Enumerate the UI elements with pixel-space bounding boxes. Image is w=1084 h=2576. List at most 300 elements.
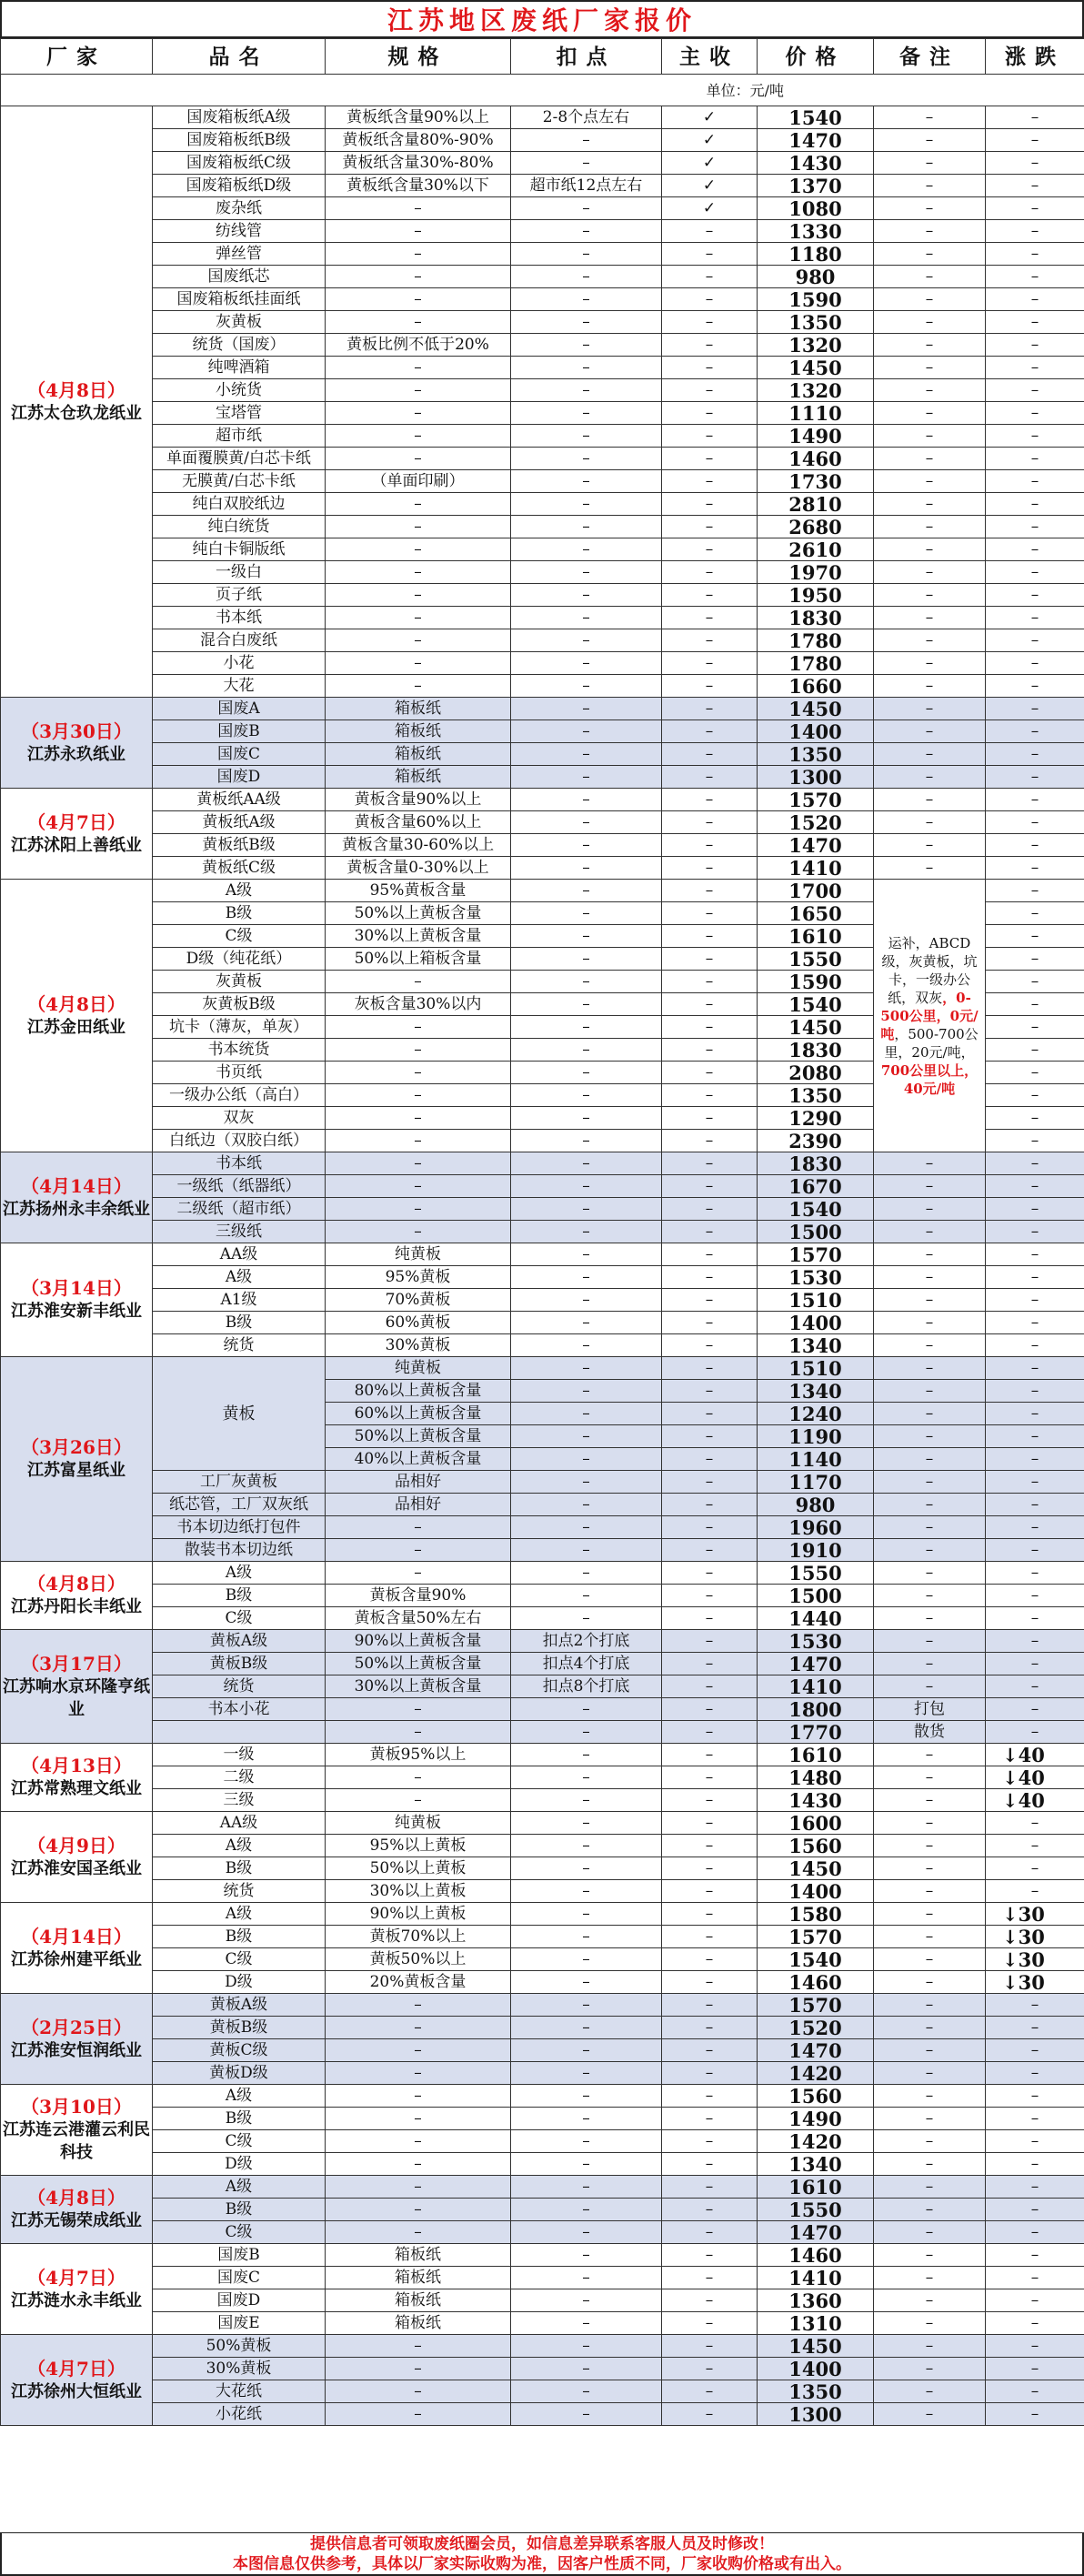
remark-cell: – xyxy=(874,243,986,266)
deduction-cell: – xyxy=(511,1130,662,1152)
factory-cell xyxy=(1,1357,153,1562)
table-row xyxy=(1,2085,1084,2108)
table-row xyxy=(1,2062,1084,2085)
main-buy-cell: – xyxy=(662,2017,758,2039)
factory-date: （4月7日） xyxy=(27,810,125,833)
table-row xyxy=(1,402,1084,425)
main-buy-cell: – xyxy=(662,1380,758,1403)
main-buy-cell: – xyxy=(662,1312,758,1334)
price-cell: 1540 xyxy=(758,1198,874,1221)
price-cell: 2390 xyxy=(758,1130,874,1152)
table-row xyxy=(1,857,1084,880)
spec-cell: – xyxy=(326,243,511,266)
change-cell: – xyxy=(986,1812,1084,1835)
deduction-cell: – xyxy=(511,1448,662,1471)
remark-cell: – xyxy=(874,1903,986,1926)
product-cell: 一级纸（纸器纸） xyxy=(153,1175,326,1198)
factory-name: 江苏响水京环隆亨纸业 xyxy=(3,1676,150,1719)
change-cell: – xyxy=(986,1403,1084,1425)
remark-cell: – xyxy=(874,2244,986,2267)
product-cell: 国废B xyxy=(153,720,326,743)
change-cell: – xyxy=(986,857,1084,880)
product-cell: A1级 xyxy=(153,1289,326,1312)
price-cell: 1450 xyxy=(758,1016,874,1039)
main-buy-cell: – xyxy=(662,493,758,516)
price-cell: 1300 xyxy=(758,766,874,789)
price-cell: 1330 xyxy=(758,220,874,243)
product-cell: 废杂纸 xyxy=(153,197,326,220)
main-buy-cell: – xyxy=(662,538,758,561)
footer-line-1: 提供信息者可领取废纸圈会员，如信息差异联系客服人员及时修改！ xyxy=(310,2534,774,2553)
spec-cell: 黄板含量30-60%以上 xyxy=(326,834,511,857)
remark-cell: – xyxy=(874,2017,986,2039)
remark-cell: – xyxy=(874,1198,986,1221)
remark-cell: – xyxy=(874,2108,986,2130)
table-row xyxy=(1,129,1084,152)
spec-cell: 90%以上黄板含量 xyxy=(326,1630,511,1653)
product-cell: 纸芯管，工厂双灰纸 xyxy=(153,1494,326,1516)
table-row xyxy=(1,470,1084,493)
table-row xyxy=(1,197,1084,220)
product-cell: 书本统货 xyxy=(153,1039,326,1062)
factory-date: （4月8日） xyxy=(27,992,125,1015)
main-buy-cell: – xyxy=(662,1607,758,1630)
main-buy-cell: – xyxy=(662,607,758,629)
product-cell: 双灰 xyxy=(153,1107,326,1130)
table-row xyxy=(1,1289,1084,1312)
table-row xyxy=(1,516,1084,538)
product-cell: 国废箱板纸A级 xyxy=(153,106,326,129)
main-buy-cell: – xyxy=(662,1585,758,1607)
deduction-cell: – xyxy=(511,266,662,288)
change-cell: – xyxy=(986,1084,1084,1107)
spec-cell: – xyxy=(326,2062,511,2085)
main-buy-cell: – xyxy=(662,288,758,311)
spec-cell: 50%以上黄板含量 xyxy=(326,1653,511,1675)
factory-name: 江苏扬州永丰余纸业 xyxy=(3,1199,150,1219)
spec-cell: 60%黄板 xyxy=(326,1312,511,1334)
change-cell: – xyxy=(986,1243,1084,1266)
factory-cell xyxy=(1,2085,153,2176)
change-cell: – xyxy=(986,516,1084,538)
main-buy-cell: – xyxy=(662,2199,758,2221)
spec-cell: – xyxy=(326,1016,511,1039)
spec-cell: – xyxy=(326,425,511,448)
remark-cell: – xyxy=(874,2221,986,2244)
factory-date: （2月25日） xyxy=(21,2016,132,2038)
change-cell: – xyxy=(986,357,1084,379)
main-buy-cell: – xyxy=(662,811,758,834)
change-cell: – xyxy=(986,1880,1084,1903)
deduction-cell: – xyxy=(511,2017,662,2039)
price-cell: 1490 xyxy=(758,2108,874,2130)
remark-cell: – xyxy=(874,1221,986,1243)
factory-date: （4月7日） xyxy=(27,2266,125,2289)
deduction-cell: – xyxy=(511,1357,662,1380)
deduction-cell: – xyxy=(511,2289,662,2312)
remark-cell: 散货 xyxy=(874,1721,986,1744)
main-buy-cell: – xyxy=(662,1266,758,1289)
spec-cell: – xyxy=(326,2199,511,2221)
product-cell: 散装书本切边纸 xyxy=(153,1539,326,1562)
factory-date: （4月7日） xyxy=(27,2357,125,2380)
spec-cell: – xyxy=(326,516,511,538)
remark-cell: – xyxy=(874,516,986,538)
price-cell: 1460 xyxy=(758,448,874,470)
price-cell: 1450 xyxy=(758,2335,874,2358)
main-buy-cell: – xyxy=(662,1698,758,1721)
table-row xyxy=(1,1926,1084,1948)
change-cell: – xyxy=(986,811,1084,834)
remark-cell: – xyxy=(874,266,986,288)
price-cell: 1830 xyxy=(758,607,874,629)
change-cell: – xyxy=(986,2108,1084,2130)
spec-cell: 50%以上箱板含量 xyxy=(326,948,511,971)
spec-cell: – xyxy=(326,1039,511,1062)
product-cell: 统货（国废） xyxy=(153,334,326,357)
change-cell: – xyxy=(986,1630,1084,1653)
main-buy-cell: – xyxy=(662,1653,758,1675)
remark-cell: – xyxy=(874,1857,986,1880)
deduction-cell: – xyxy=(511,1494,662,1516)
remark-cell: – xyxy=(874,561,986,584)
main-buy-cell: – xyxy=(662,379,758,402)
remark-cell: – xyxy=(874,607,986,629)
price-cell: 980 xyxy=(758,266,874,288)
deduction-cell: – xyxy=(511,243,662,266)
deduction-cell: – xyxy=(511,1198,662,1221)
deduction-cell: – xyxy=(511,698,662,720)
product-cell: 小花 xyxy=(153,652,326,675)
spec-cell: – xyxy=(326,1198,511,1221)
product-cell: 小统货 xyxy=(153,379,326,402)
price-cell: 1700 xyxy=(758,880,874,902)
main-buy-cell: – xyxy=(662,1243,758,1266)
price-cell: 1320 xyxy=(758,334,874,357)
remark-cell: – xyxy=(874,720,986,743)
deduction-cell: – xyxy=(511,561,662,584)
remark-cell: – xyxy=(874,379,986,402)
table-row xyxy=(1,1744,1084,1766)
spec-cell: 灰板含量30%以内 xyxy=(326,993,511,1016)
main-buy-cell: – xyxy=(662,516,758,538)
table-row xyxy=(1,1948,1084,1971)
factory-date: （4月8日） xyxy=(27,1573,125,1595)
table-row xyxy=(1,1516,1084,1539)
change-cell: ↓30 xyxy=(986,1971,1084,1994)
factory-date: （4月14日） xyxy=(21,1174,132,1197)
spec-cell: 黄板95%以上 xyxy=(326,1744,511,1766)
product-cell: 50%黄板 xyxy=(153,2335,326,2358)
price-cell: 1540 xyxy=(758,993,874,1016)
product-cell: 国废箱板纸D级 xyxy=(153,175,326,197)
table-row xyxy=(1,1243,1084,1266)
footer-line-2: 本图信息仅供参考，具体以厂家实际收购为准，因客户性质不同，厂家收购价格或有出入。 xyxy=(233,2554,851,2573)
price-cell: 1800 xyxy=(758,1698,874,1721)
remark-cell: – xyxy=(874,2199,986,2221)
change-cell: – xyxy=(986,1562,1084,1585)
deduction-cell: – xyxy=(511,1721,662,1744)
spec-cell: 70%黄板 xyxy=(326,1289,511,1312)
remark-cell: – xyxy=(874,1971,986,1994)
remark-cell: – xyxy=(874,1516,986,1539)
table-row xyxy=(1,2221,1084,2244)
spec-cell: – xyxy=(326,1766,511,1789)
remark-cell: – xyxy=(874,1744,986,1766)
factory-cell xyxy=(1,1152,153,1243)
price-cell: 1430 xyxy=(758,152,874,175)
price-cell: 1450 xyxy=(758,698,874,720)
price-cell: 1950 xyxy=(758,584,874,607)
price-cell: 1520 xyxy=(758,2017,874,2039)
price-cell: 1480 xyxy=(758,1766,874,1789)
product-cell: 无膜黄/白芯卡纸 xyxy=(153,470,326,493)
product-cell: A级 xyxy=(153,880,326,902)
deduction-cell: – xyxy=(511,2312,662,2335)
product-cell: B级 xyxy=(153,2108,326,2130)
spec-cell: 黄板纸含量80%-90% xyxy=(326,129,511,152)
table-row xyxy=(1,834,1084,857)
change-cell: – xyxy=(986,1266,1084,1289)
deduction-cell: – xyxy=(511,1039,662,1062)
deduction-cell: – xyxy=(511,2335,662,2358)
deduction-cell: – xyxy=(511,402,662,425)
spec-cell: – xyxy=(326,2108,511,2130)
spec-cell: 箱板纸 xyxy=(326,2267,511,2289)
remark-cell: – xyxy=(874,1835,986,1857)
spec-cell: – xyxy=(326,1789,511,1812)
product-cell: 黄板纸A级 xyxy=(153,811,326,834)
product-cell: 一级办公纸（高白） xyxy=(153,1084,326,1107)
price-cell: 1610 xyxy=(758,1744,874,1766)
spec-cell: – xyxy=(326,2039,511,2062)
main-buy-cell: – xyxy=(662,1903,758,1926)
factory-cell xyxy=(1,1562,153,1630)
deduction-cell: – xyxy=(511,948,662,971)
table-row xyxy=(1,2130,1084,2153)
remark-cell: – xyxy=(874,1653,986,1675)
main-buy-cell: – xyxy=(662,2380,758,2403)
factory-cell xyxy=(1,698,153,789)
product-cell: 纯白双胶纸边 xyxy=(153,493,326,516)
deduction-cell: – xyxy=(511,1312,662,1334)
deduction-cell: – xyxy=(511,1789,662,1812)
main-buy-cell: – xyxy=(662,2289,758,2312)
spec-cell: 黄板纸含量30%-80% xyxy=(326,152,511,175)
remark-cell: – xyxy=(874,2130,986,2153)
spec-cell: – xyxy=(326,2130,511,2153)
remark-cell: – xyxy=(874,1675,986,1698)
table-row xyxy=(1,220,1084,243)
table-row xyxy=(1,379,1084,402)
table-row xyxy=(1,1539,1084,1562)
spec-cell: 60%以上黄板含量 xyxy=(326,1403,511,1425)
remark-cell: – xyxy=(874,652,986,675)
change-cell: – xyxy=(986,1994,1084,2017)
main-buy-cell: – xyxy=(662,857,758,880)
change-cell: – xyxy=(986,1130,1084,1152)
deduction-cell: – xyxy=(511,493,662,516)
table-row xyxy=(1,493,1084,516)
spec-cell: – xyxy=(326,538,511,561)
change-cell: – xyxy=(986,2062,1084,2085)
remark-cell: – xyxy=(874,2062,986,2085)
factory-name: 江苏淮安恒润纸业 xyxy=(11,2040,142,2060)
remark-cell: – xyxy=(874,2380,986,2403)
remark-note-black2: ，500-700公里，20元/吨， xyxy=(884,1025,979,1061)
header-deduction: 扣点 xyxy=(511,39,662,75)
main-buy-cell: ✓ xyxy=(662,106,758,129)
factory-date: （3月14日） xyxy=(21,1277,132,1299)
product-cell: 单面覆膜黄/白芯卡纸 xyxy=(153,448,326,470)
remark-cell: – xyxy=(874,1789,986,1812)
table-row xyxy=(1,2039,1084,2062)
deduction-cell: – xyxy=(511,538,662,561)
product-cell: 三级 xyxy=(153,1789,326,1812)
main-buy-cell: – xyxy=(662,698,758,720)
spec-cell: – xyxy=(326,1107,511,1130)
product-cell: 灰黄板 xyxy=(153,971,326,993)
price-cell: 1500 xyxy=(758,1221,874,1243)
product-cell: AA级 xyxy=(153,1243,326,1266)
remark-cell: – xyxy=(874,834,986,857)
table-row xyxy=(1,357,1084,379)
remark-cell: – xyxy=(874,1152,986,1175)
main-buy-cell: – xyxy=(662,971,758,993)
change-cell: – xyxy=(986,106,1084,129)
change-cell: – xyxy=(986,971,1084,993)
change-cell: – xyxy=(986,1675,1084,1698)
remark-cell: – xyxy=(874,1448,986,1471)
spec-cell: 50%以上黄板 xyxy=(326,1857,511,1880)
change-cell: – xyxy=(986,1357,1084,1380)
change-cell: – xyxy=(986,1857,1084,1880)
table-row xyxy=(1,1334,1084,1357)
table-row xyxy=(1,2312,1084,2335)
spec-cell: – xyxy=(326,971,511,993)
product-cell: 黄板B级 xyxy=(153,1653,326,1675)
change-cell: – xyxy=(986,493,1084,516)
product-cell xyxy=(153,1721,326,1744)
remark-cell: – xyxy=(874,2153,986,2176)
spec-cell: 品相好 xyxy=(326,1471,511,1494)
product-cell: D级 xyxy=(153,1971,326,1994)
deduction-cell: – xyxy=(511,220,662,243)
price-cell: 1590 xyxy=(758,288,874,311)
footer-notice xyxy=(0,2532,1084,2576)
remark-cell: – xyxy=(874,2403,986,2426)
header-main-buy: 主收 xyxy=(662,39,758,75)
main-buy-cell: – xyxy=(662,1721,758,1744)
spec-cell: – xyxy=(326,197,511,220)
remark-cell: – xyxy=(874,1630,986,1653)
deduction-cell: – xyxy=(511,1971,662,1994)
change-cell: – xyxy=(986,1380,1084,1403)
change-cell: – xyxy=(986,2289,1084,2312)
remark-cell: – xyxy=(874,1994,986,2017)
main-buy-cell: – xyxy=(662,1516,758,1539)
product-cell: 国废箱板纸B级 xyxy=(153,129,326,152)
header-factory: 厂家 xyxy=(1,39,153,75)
price-cell: 1240 xyxy=(758,1403,874,1425)
spec-cell: （单面印刷） xyxy=(326,470,511,493)
remark-cell: – xyxy=(874,538,986,561)
deduction-cell: – xyxy=(511,2085,662,2108)
main-buy-cell: – xyxy=(662,629,758,652)
change-cell: – xyxy=(986,2244,1084,2267)
remark-cell: – xyxy=(874,1585,986,1607)
product-cell: 纺线管 xyxy=(153,220,326,243)
change-cell: – xyxy=(986,561,1084,584)
change-cell: ↓30 xyxy=(986,1903,1084,1926)
change-cell: – xyxy=(986,1062,1084,1084)
price-cell: 1140 xyxy=(758,1448,874,1471)
spec-cell: – xyxy=(326,652,511,675)
main-buy-cell: – xyxy=(662,448,758,470)
price-cell: 1180 xyxy=(758,243,874,266)
unit-label: 单位：元/吨 xyxy=(1,75,1084,106)
price-cell: 1340 xyxy=(758,1334,874,1357)
factory-name: 江苏淮安国圣纸业 xyxy=(11,1858,142,1878)
product-cell: C级 xyxy=(153,1948,326,1971)
remark-cell: – xyxy=(874,857,986,880)
factory-name: 江苏富星纸业 xyxy=(27,1461,125,1480)
table-row xyxy=(1,1653,1084,1675)
product-cell: B级 xyxy=(153,1926,326,1948)
deduction-cell: – xyxy=(511,1516,662,1539)
product-cell: B级 xyxy=(153,1312,326,1334)
main-buy-cell: – xyxy=(662,2153,758,2176)
change-cell: – xyxy=(986,2335,1084,2358)
price-cell: 1540 xyxy=(758,106,874,129)
product-cell: B级 xyxy=(153,2199,326,2221)
remark-cell: – xyxy=(874,1312,986,1334)
price-cell: 1910 xyxy=(758,1539,874,1562)
main-buy-cell: – xyxy=(662,311,758,334)
price-cell: 1530 xyxy=(758,1266,874,1289)
remark-cell: – xyxy=(874,1926,986,1948)
remark-cell: – xyxy=(874,698,986,720)
main-buy-cell: – xyxy=(662,1425,758,1448)
remark-cell: – xyxy=(874,2289,986,2312)
spec-cell: – xyxy=(326,288,511,311)
price-cell: 1600 xyxy=(758,1812,874,1835)
price-cell: 1550 xyxy=(758,1562,874,1585)
table-row xyxy=(1,1357,1084,1380)
deduction-cell: – xyxy=(511,334,662,357)
deduction-cell: – xyxy=(511,1698,662,1721)
change-cell: – xyxy=(986,288,1084,311)
change-cell: – xyxy=(986,675,1084,698)
table-row xyxy=(1,1857,1084,1880)
deduction-cell: – xyxy=(511,993,662,1016)
table-row xyxy=(1,1471,1084,1494)
price-cell: 1570 xyxy=(758,789,874,811)
spec-cell: – xyxy=(326,493,511,516)
main-buy-cell: – xyxy=(662,425,758,448)
main-buy-cell: ✓ xyxy=(662,197,758,220)
spec-cell: 纯黄板 xyxy=(326,1243,511,1266)
main-buy-cell: – xyxy=(662,880,758,902)
deduction-cell: – xyxy=(511,129,662,152)
product-cell: 弹丝管 xyxy=(153,243,326,266)
remark-cell: – xyxy=(874,1948,986,1971)
main-buy-cell: – xyxy=(662,1198,758,1221)
product-cell: 黄板纸AA级 xyxy=(153,789,326,811)
spec-cell: 箱板纸 xyxy=(326,743,511,766)
change-cell: – xyxy=(986,1312,1084,1334)
spec-cell: 50%以上黄板含量 xyxy=(326,1425,511,1448)
